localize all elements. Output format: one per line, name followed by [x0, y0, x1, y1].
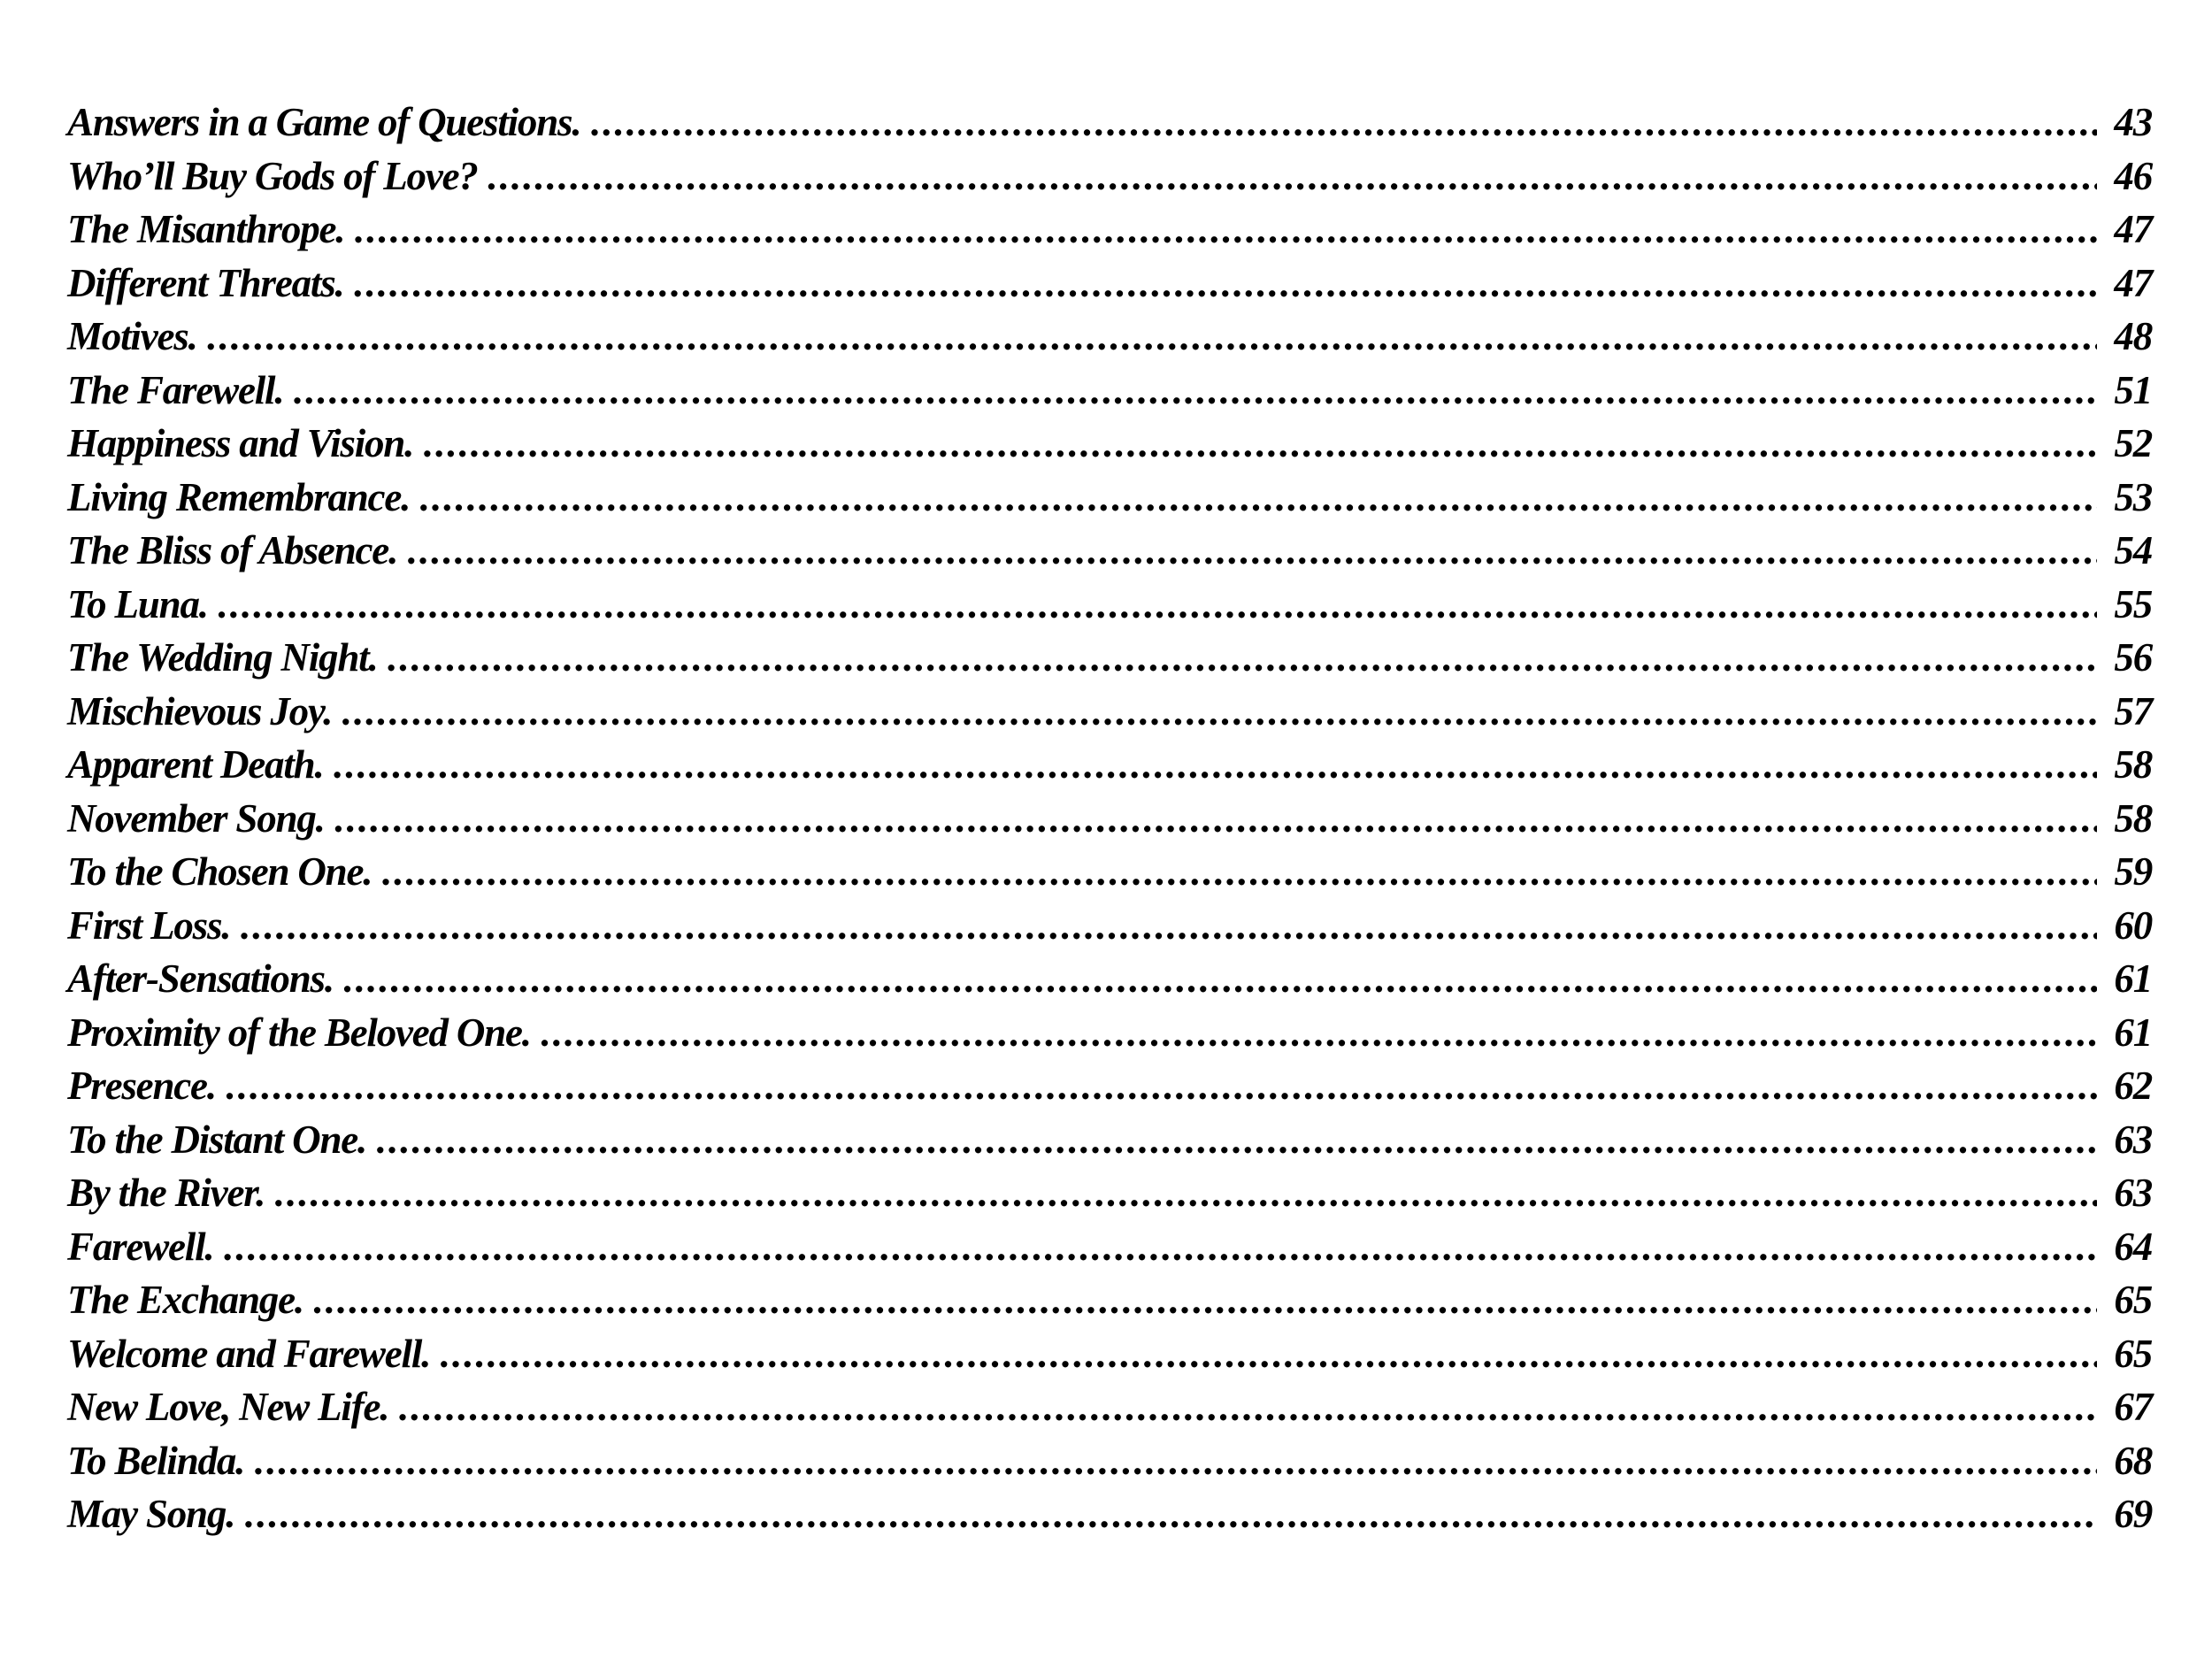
toc-entry-title: After-Sensations.	[67, 956, 334, 1001]
toc-entry-page: 47	[2114, 260, 2152, 305]
toc-entry	[67, 1491, 2152, 1545]
toc-entry-title: Apparent Death.	[67, 742, 324, 787]
toc-entry-page: 62	[2114, 1064, 2152, 1108]
toc-entry-page: 46	[2114, 153, 2152, 198]
toc-entry-page: 68	[2114, 1438, 2152, 1483]
toc-entry-page: 57	[2114, 688, 2152, 733]
toc-entry-title: First Loss.	[67, 902, 231, 948]
dot-leader	[239, 902, 2097, 949]
toc-entry-title: Living Remembrance.	[67, 474, 411, 519]
dot-leader	[292, 367, 2097, 413]
dot-leader	[225, 1063, 2097, 1109]
toc-entry-title: The Farewell.	[67, 367, 284, 412]
toc-entry	[67, 741, 2152, 795]
dot-leader	[419, 474, 2097, 520]
dot-leader	[487, 153, 2097, 199]
toc-entry-title: To the Distant One.	[67, 1117, 367, 1162]
toc-entry	[67, 1010, 2152, 1064]
toc-entry-title: Happiness and Vision.	[67, 421, 414, 465]
toc-entry-title: Who’ll Buy Gods of Love?	[67, 153, 478, 198]
toc-entry-title: The Misanthrope.	[67, 207, 345, 251]
toc-entry	[67, 1438, 2152, 1492]
toc-entry	[67, 1277, 2152, 1331]
toc-entry-page: 53	[2114, 474, 2152, 519]
toc-entry-title: May Song.	[67, 1492, 235, 1536]
dot-leader	[540, 1010, 2097, 1056]
toc-entry	[67, 420, 2152, 474]
dot-leader	[243, 1491, 2097, 1537]
dot-leader	[589, 99, 2097, 145]
toc-entry-page: 63	[2114, 1117, 2152, 1162]
toc-entry-title: Proximity of the Beloved One.	[67, 1010, 531, 1055]
toc-entry-title: To Belinda.	[67, 1438, 245, 1483]
toc-entry-title: Farewell.	[67, 1224, 214, 1269]
toc-entry-page: 63	[2114, 1171, 2152, 1215]
dot-leader	[333, 741, 2097, 787]
dot-leader	[380, 849, 2097, 895]
dot-leader	[312, 1277, 2097, 1323]
toc-entry-page: 48	[2114, 314, 2152, 358]
toc-entry-title: New Love, New Life.	[67, 1385, 389, 1429]
toc-entry-page: 56	[2114, 635, 2152, 680]
toc-entry-title: The Exchange.	[67, 1278, 303, 1322]
toc-entry	[67, 474, 2152, 528]
toc-entry-title: Different Threats.	[67, 260, 344, 305]
dot-leader	[387, 634, 2097, 680]
toc-entry	[67, 1117, 2152, 1171]
toc-entry-title: To Luna.	[67, 581, 208, 626]
toc-entry-page: 58	[2114, 795, 2152, 841]
toc-entry	[67, 313, 2152, 367]
toc-entry-title: Mischievous Joy.	[67, 688, 333, 733]
dot-leader	[222, 1224, 2097, 1270]
toc-entry	[67, 1224, 2152, 1278]
dot-leader	[406, 527, 2097, 573]
toc-entry-title: November Song.	[67, 795, 325, 841]
dot-leader	[206, 313, 2097, 359]
toc-entry-page: 65	[2114, 1331, 2152, 1376]
toc-entry-page: 52	[2114, 421, 2152, 465]
toc-entry-title: Presence.	[67, 1064, 216, 1108]
toc-entry-page: 64	[2114, 1224, 2152, 1269]
toc-entry-title: Answers in a Game of Questions.	[67, 100, 581, 144]
toc-entry-page: 65	[2114, 1278, 2152, 1322]
toc-entry	[67, 1170, 2152, 1224]
dot-leader	[397, 1384, 2097, 1430]
toc-entry-page: 69	[2114, 1492, 2152, 1536]
table-of-contents	[67, 99, 2152, 1545]
toc-entry-title: Motives.	[67, 314, 197, 358]
toc-entry	[67, 956, 2152, 1010]
toc-entry	[67, 367, 2152, 421]
toc-entry	[67, 634, 2152, 688]
dot-leader	[375, 1117, 2097, 1163]
dot-leader	[341, 688, 2097, 734]
toc-entry-page: 43	[2114, 100, 2152, 144]
dot-leader	[439, 1331, 2097, 1377]
dot-leader	[353, 260, 2097, 306]
toc-entry-title: To the Chosen One.	[67, 849, 373, 894]
dot-leader	[422, 420, 2097, 466]
dot-leader	[253, 1438, 2097, 1484]
dot-leader	[273, 1170, 2097, 1216]
toc-entry-page: 54	[2114, 528, 2152, 572]
toc-entry	[67, 688, 2152, 742]
dot-leader	[353, 206, 2097, 252]
toc-entry	[67, 206, 2152, 260]
toc-entry-page: 67	[2114, 1385, 2152, 1429]
toc-entry-page: 60	[2114, 902, 2152, 948]
toc-entry	[67, 1384, 2152, 1438]
toc-entry	[67, 153, 2152, 207]
toc-entry-page: 61	[2114, 956, 2152, 1001]
toc-entry	[67, 581, 2152, 635]
toc-entry-title: The Bliss of Absence.	[67, 528, 398, 572]
dot-leader	[334, 795, 2097, 841]
toc-entry	[67, 849, 2152, 902]
toc-entry-page: 55	[2114, 581, 2152, 626]
toc-entry-title: By the River.	[67, 1171, 265, 1215]
toc-entry-page: 58	[2114, 742, 2152, 787]
dot-leader	[217, 581, 2097, 627]
toc-entry	[67, 527, 2152, 581]
dot-leader	[342, 956, 2097, 1002]
toc-entry	[67, 902, 2152, 956]
toc-entry	[67, 260, 2152, 314]
toc-entry	[67, 795, 2152, 849]
toc-entry-page: 47	[2114, 207, 2152, 251]
toc-entry-title: Welcome and Farewell.	[67, 1331, 431, 1376]
toc-entry-title: The Wedding Night.	[67, 635, 378, 680]
toc-entry-page: 61	[2114, 1010, 2152, 1055]
toc-entry	[67, 1331, 2152, 1385]
toc-entry	[67, 1063, 2152, 1117]
toc-entry-page: 59	[2114, 849, 2152, 894]
toc-entry	[67, 99, 2152, 153]
toc-entry-page: 51	[2114, 367, 2152, 412]
